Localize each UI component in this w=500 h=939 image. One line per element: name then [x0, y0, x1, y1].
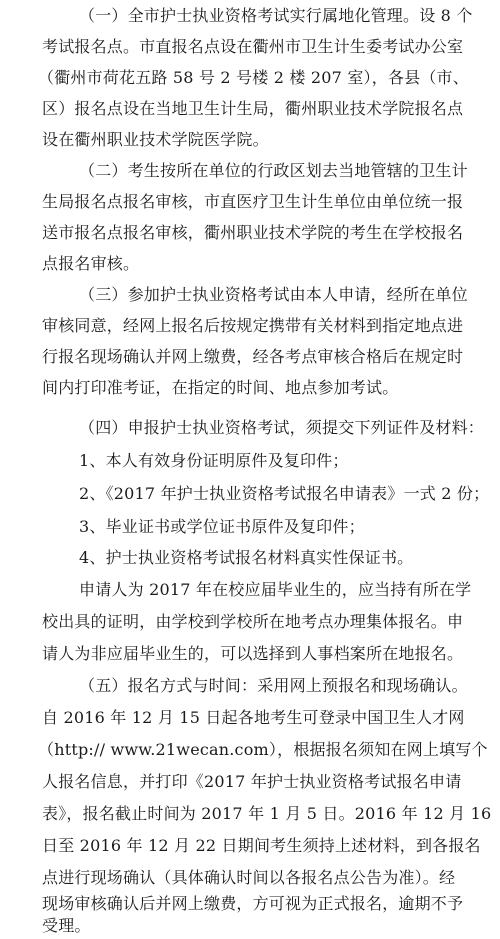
para2-line2: 生局报名点报名审核，市直医疗卫生计生单位由单位统一报: [42, 192, 464, 211]
para1-line4: 区）报名点设在当地卫生计生局，衢州职业技术学院报名点: [42, 99, 464, 118]
para6-line9: 受理。: [42, 916, 91, 935]
para6-line5: 表》，报名截止时间为 2017 年 1 月 5 日。2016 年 12 月 16: [42, 804, 492, 823]
para3-line2: 审核同意，经网上报名后按规定携带有关材料到指定地点进: [42, 316, 464, 335]
para6-line4: 人报名信息，并打印《2017 年护士执业资格考试报名申请: [42, 772, 462, 791]
para3-line3: 行报名现场确认并网上缴费，经各考点审核合格后在规定时: [42, 347, 464, 366]
para6-line6: 日至 2016 年 12 月 22 日期间考生须持上述材料，到各报名: [42, 836, 481, 855]
para4-line1: （四）申报护士执业资格考试，须提交下列证件及材料：: [79, 418, 485, 437]
para6-line2: 自 2016 年 12 月 15 日起各地考生可登录中国卫生人才网: [42, 708, 465, 727]
para6-line8: 现场审核确认后并网上缴费，方可视为正式报名，逾期不予: [42, 894, 464, 913]
para2-line3: 送市报名点报名审核，衢州职业技术学院的考生在学校报名: [42, 223, 464, 242]
para5-line2: 校出具的证明，由学校到学校所在地考点办理集体报名。申: [42, 612, 464, 631]
para2-line1: （二）考生按所在单位的行政区划去当地管辖的卫生计: [79, 161, 468, 180]
para1-line2: 考试报名点。市直报名点设在衢州市卫生计生委考试办公室: [42, 37, 464, 56]
list-item-1: 1、本人有效身份证明原件及复印件；: [79, 451, 349, 470]
para6-line1: （五）报名方式与时间：采用网上预报名和现场确认。: [79, 676, 468, 695]
list-item-3: 3、毕业证书或学位证书原件及复印件；: [79, 517, 365, 536]
para6-line7: 点进行现场确认（具体确认时间以各报名点公告为准）。经: [42, 868, 456, 887]
para2-line4: 点报名审核。: [42, 254, 140, 273]
para6-line3: （http:// www.21wecan.com），根据报名须知在网上填写个: [38, 740, 488, 759]
para5-line1: 申请人为 2017 年在校应届毕业生的，应当持有所在学: [79, 580, 472, 599]
list-item-2: 2、《2017 年护士执业资格考试报名申请表》一式 2 份；: [79, 484, 490, 503]
para3-line4: 间内打印准考证，在指定的时间、地点参加考试。: [42, 378, 399, 397]
para1-line1: （一）全市护士执业资格考试实行属地化管理。设 8 个: [79, 6, 473, 25]
list-item-4: 4、护士执业资格考试报名材料真实性保证书。: [79, 548, 414, 567]
para1-line3: （衢州市荷花五路 58 号 2 号楼 2 楼 207 室），各县（市、: [38, 68, 469, 87]
para5-line3: 请人为非应届毕业生的，可以选择到人事档案所在地报名。: [42, 644, 464, 663]
para3-line1: （三）参加护士执业资格考试由本人申请，经所在单位: [79, 285, 468, 304]
para1-line5: 设在衢州职业技术学院医学院。: [42, 130, 269, 149]
